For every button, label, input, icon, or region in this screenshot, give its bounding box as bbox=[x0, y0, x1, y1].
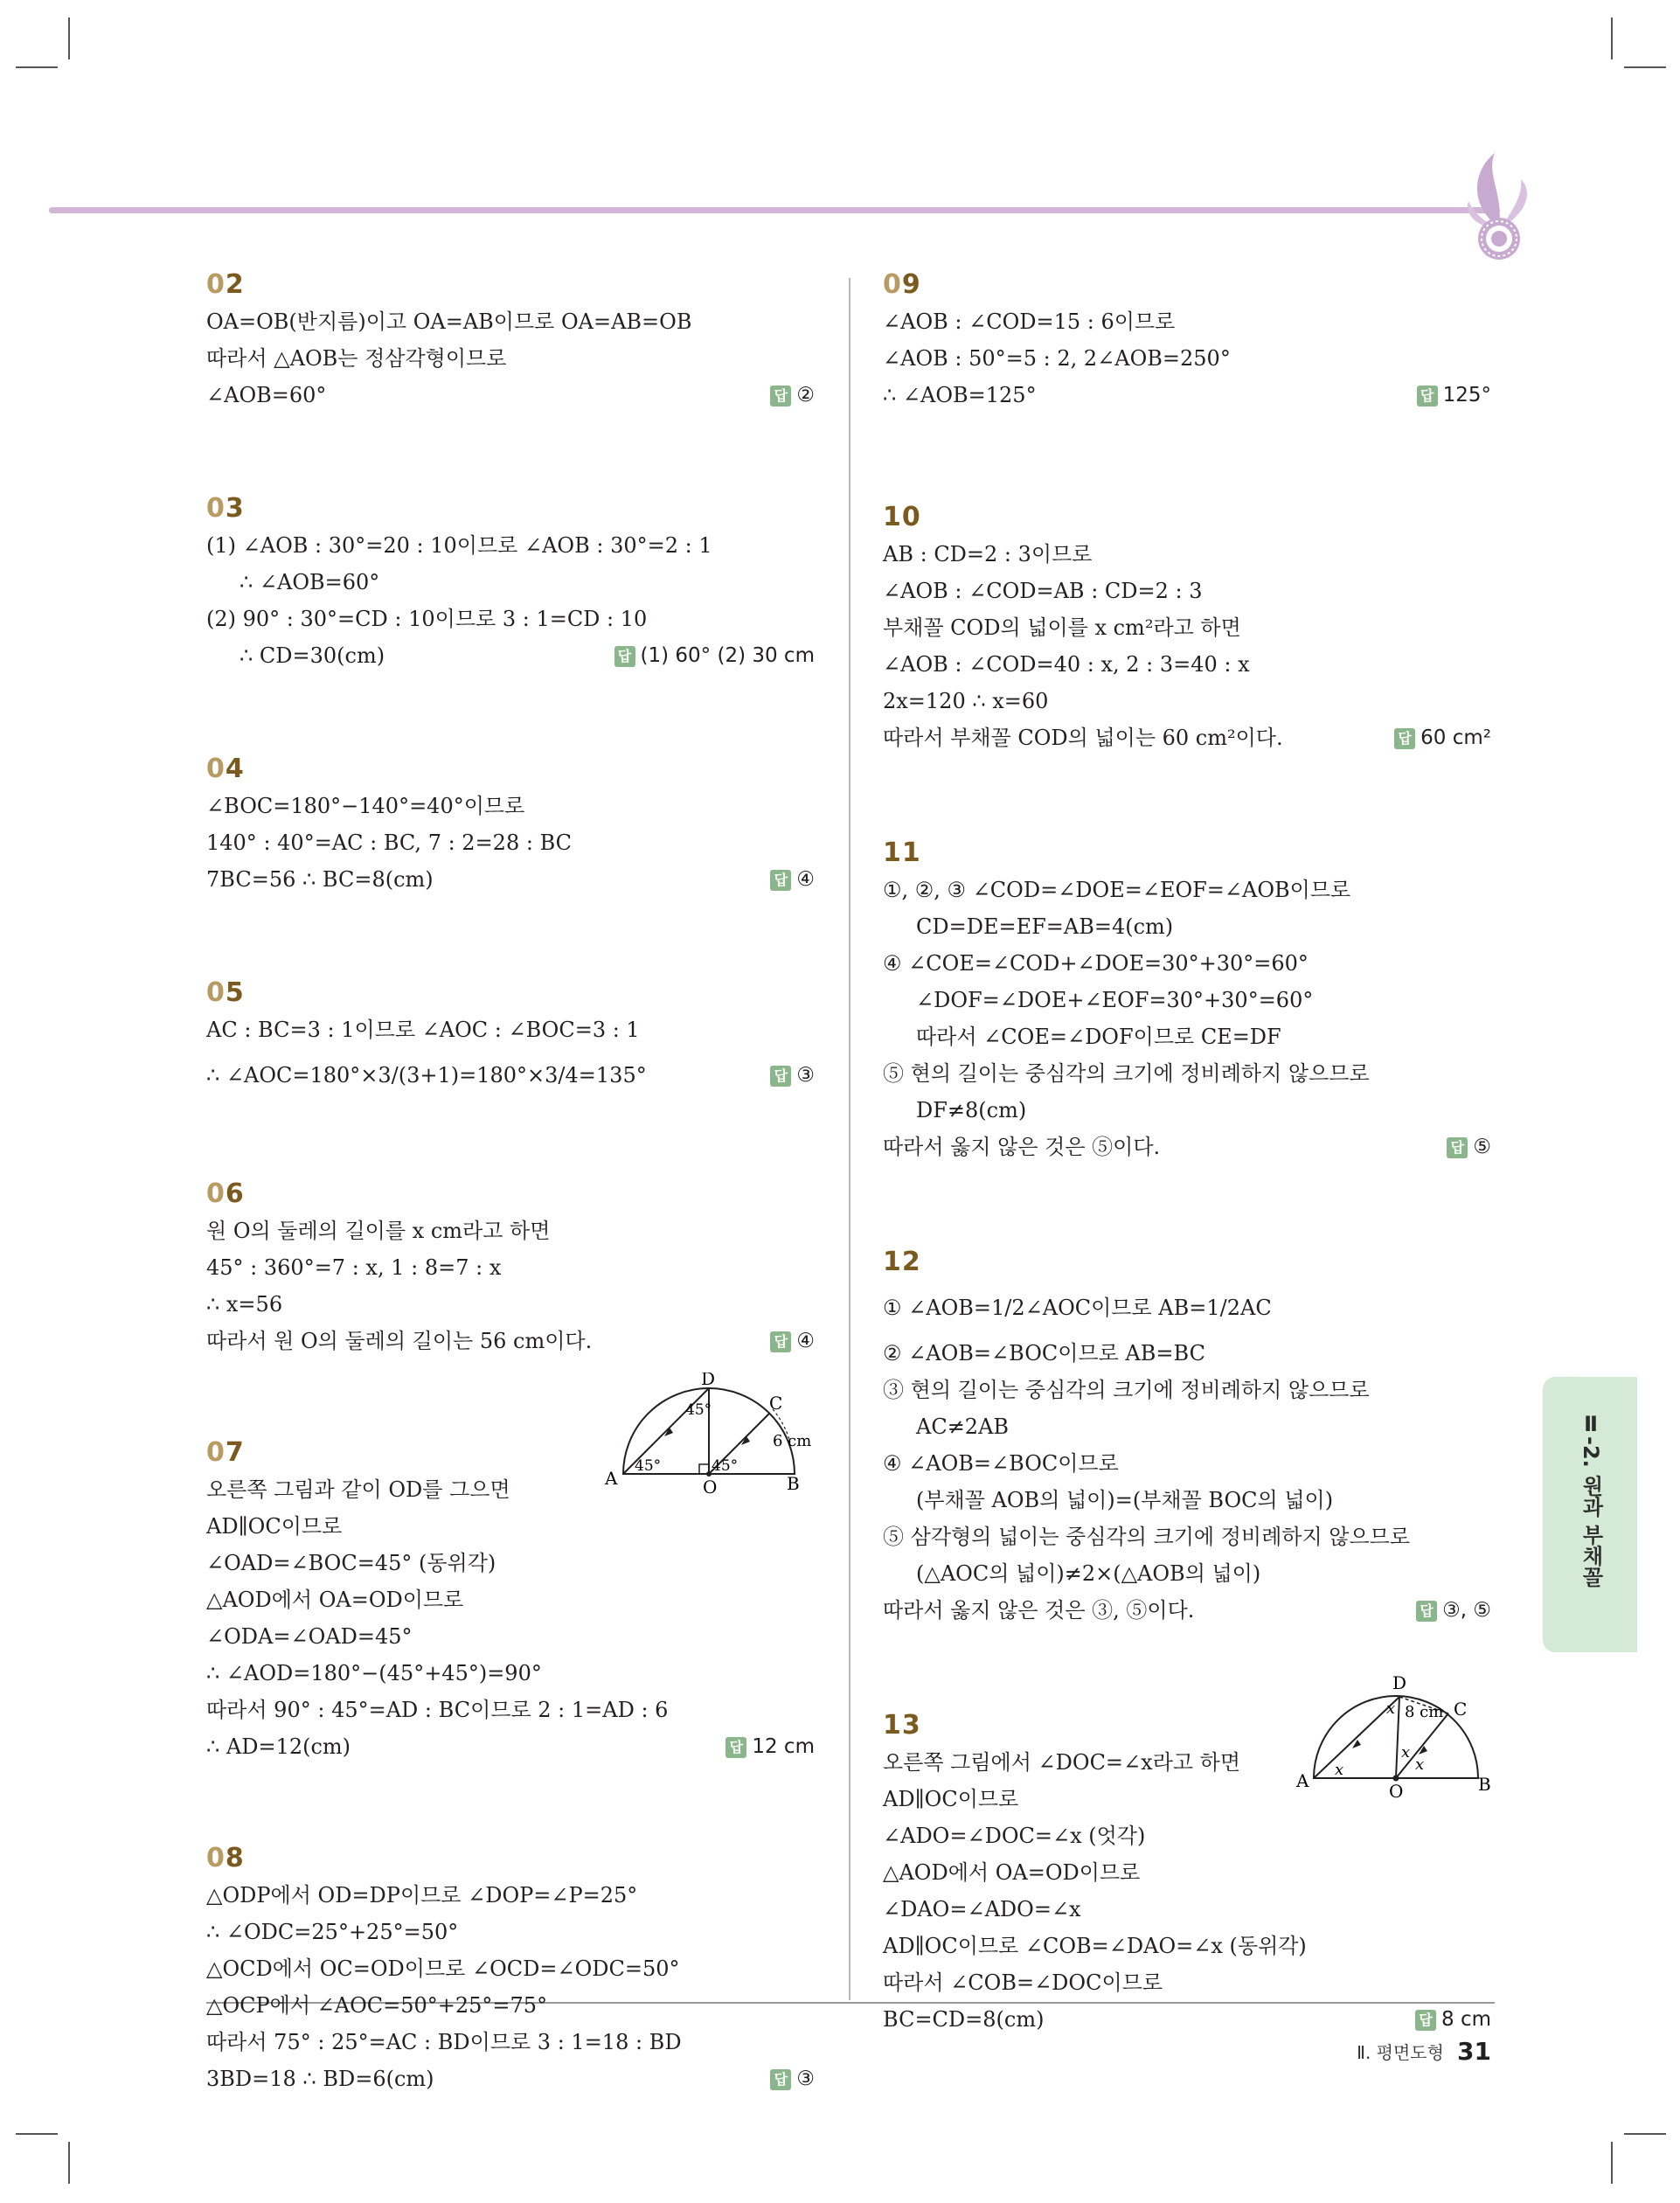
solution-line bbox=[883, 1555, 1495, 1592]
solution-text: △AOD에서 OA=OD이므로 bbox=[883, 1860, 1141, 1885]
answer bbox=[1417, 377, 1491, 413]
solution-text: (1) ∠AOB : 30°=20 : 10이므로 ∠AOB : 30°=2 : 1 bbox=[206, 533, 712, 558]
solution-text: 따라서 ∠COB=∠DOC이므로 bbox=[883, 1970, 1163, 1995]
fig13-angle-a: x bbox=[1335, 1761, 1344, 1779]
answer bbox=[770, 1323, 815, 1359]
answer bbox=[1416, 1592, 1491, 1629]
fig13-label-A: A bbox=[1296, 1770, 1309, 1791]
solution-text: (부채꼴 AOB의 넓이)=(부채꼴 BOC의 넓이) bbox=[916, 1488, 1334, 1512]
left-column bbox=[206, 267, 818, 2097]
answer bbox=[770, 1048, 815, 1102]
chapter-side-tab-label: Ⅱ-2. 원과 부채꼴 bbox=[1579, 1412, 1603, 1588]
crop-mark bbox=[1611, 17, 1613, 59]
fig07-angle-a: 45° bbox=[635, 1457, 662, 1475]
solution-line bbox=[883, 646, 1495, 683]
problem-number: 05 bbox=[206, 977, 245, 1008]
fig07-length: 6 cm bbox=[773, 1432, 812, 1450]
solution-line bbox=[883, 377, 1495, 413]
solution-line bbox=[883, 1408, 1495, 1445]
solution-line bbox=[883, 1372, 1495, 1408]
solution-text: ∠AOB : ∠COD=15 : 6이므로 bbox=[883, 309, 1176, 334]
answer-badge-icon: 답 bbox=[770, 1331, 791, 1352]
problem-03 bbox=[206, 490, 818, 674]
problem-number-zero: 0 bbox=[206, 1437, 226, 1468]
problem-04 bbox=[206, 751, 818, 898]
solution-text: 따라서 △AOB는 정삼각형이므로 bbox=[206, 346, 507, 371]
solution-text: 따라서 원 O의 둘레의 길이는 56 cm이다. bbox=[206, 1329, 593, 1353]
solution-text: 따라서 75° : 25°=AC : BD이므로 3 : 1=18 : BD bbox=[206, 2030, 682, 2054]
solution-text: ∠BOC=180°−140°=40°이므로 bbox=[206, 794, 525, 818]
crop-mark bbox=[68, 2142, 70, 2184]
answer bbox=[614, 637, 816, 674]
solution-line bbox=[883, 2001, 1495, 2038]
crop-mark bbox=[1624, 66, 1666, 68]
solution-text: ∠AOB : 50°=5 : 2, 2∠AOB=250° bbox=[883, 346, 1231, 371]
fig13-label-O: O bbox=[1389, 1781, 1404, 1801]
fig13-label-B: B bbox=[1478, 1774, 1491, 1795]
problem-number-zero: 0 bbox=[883, 269, 902, 300]
solution-text: OA=OB(반지름)이고 OA=AB이므로 OA=AB=OB bbox=[206, 309, 692, 334]
solution-line bbox=[883, 1928, 1495, 1964]
problem-08 bbox=[206, 1840, 818, 2097]
answer-value: ⑤ bbox=[1473, 1136, 1491, 1158]
answer-value: 12 cm bbox=[752, 1735, 815, 1758]
solution-text: ∴ ∠AOC=180°×3/(3+1)=180°×3/4=135° bbox=[206, 1063, 647, 1088]
problem-number: 02 bbox=[206, 269, 245, 300]
crop-mark bbox=[16, 2133, 58, 2135]
solution-text: 45° : 360°=7 : x, 1 : 8=7 : x bbox=[206, 1255, 502, 1280]
answer bbox=[770, 377, 815, 413]
answer bbox=[770, 861, 815, 898]
fig07-label-A: A bbox=[605, 1468, 618, 1489]
solution-line bbox=[206, 1545, 818, 1581]
problem-number: 09 bbox=[883, 269, 921, 300]
solution-line bbox=[206, 1692, 818, 1728]
fig13-angle-ob: x bbox=[1415, 1755, 1425, 1774]
fig07-angle-d: 45° bbox=[685, 1401, 712, 1419]
solution-line bbox=[206, 1618, 818, 1655]
answer-value: ③ bbox=[796, 2067, 815, 2090]
solution-text: ① ∠AOB=1/2∠AOC이므로 AB=1/2AC bbox=[883, 1296, 1272, 1320]
solution-line bbox=[206, 1728, 818, 1765]
solution-line bbox=[883, 719, 1495, 756]
problem-number: 03 bbox=[206, 493, 245, 524]
solution-line bbox=[883, 303, 1495, 340]
problem-09 bbox=[883, 267, 1495, 413]
solution-text: 7BC=56 ∴ BC=8(cm) bbox=[206, 867, 434, 892]
solution-text: (△AOC의 넓이)≠2×(△AOB의 넓이) bbox=[916, 1561, 1261, 1586]
problem-number: 12 bbox=[883, 1247, 921, 1277]
solution-text: ∴ ∠ODC=25°+25°=50° bbox=[206, 1920, 459, 1944]
fig07-label-O: O bbox=[703, 1477, 718, 1495]
solution-line bbox=[206, 303, 818, 340]
solution-text: 3BD=18 ∴ BD=6(cm) bbox=[206, 2067, 434, 2091]
solution-line bbox=[206, 1011, 818, 1048]
problem-number-zero: 0 bbox=[206, 269, 226, 300]
problem-number: 07 bbox=[206, 1437, 245, 1468]
solution-line bbox=[206, 340, 818, 377]
solution-text: ④ ∠COE=∠COD+∠DOE=30°+30°=60° bbox=[883, 951, 1309, 976]
solution-text: AD∥OC이므로 bbox=[883, 1787, 1019, 1811]
problem-number: 10 bbox=[883, 502, 921, 532]
problem-number-zero: 0 bbox=[206, 493, 226, 524]
solution-line bbox=[206, 1987, 818, 2024]
problem-number-zero: 0 bbox=[206, 1843, 226, 1873]
solution-line bbox=[883, 1335, 1495, 1372]
solution-text: ∠AOB=60° bbox=[206, 383, 327, 407]
page-number: 31 bbox=[1457, 2037, 1491, 2066]
fig13-angle-d: x bbox=[1386, 1699, 1396, 1718]
solution-text: 오른쪽 그림과 같이 OD를 그으면 bbox=[206, 1477, 510, 1502]
solution-text: DF≠8(cm) bbox=[916, 1098, 1027, 1122]
answer-value: 125° bbox=[1442, 384, 1491, 407]
solution-text: 따라서 ∠COE=∠DOF이므로 CE=DF bbox=[916, 1025, 1281, 1049]
answer-value: ④ bbox=[796, 1330, 815, 1352]
solution-line bbox=[206, 377, 818, 413]
problem-11 bbox=[883, 835, 1495, 1165]
answer-badge-icon: 답 bbox=[1394, 728, 1415, 749]
solution-text: △AOD에서 OA=OD이므로 bbox=[206, 1588, 464, 1612]
problem-number-zero: 0 bbox=[206, 977, 226, 1008]
chapter-side-tab bbox=[1543, 1377, 1637, 1652]
solution-line bbox=[883, 982, 1495, 1018]
solution-text: ∴ AD=12(cm) bbox=[206, 1734, 351, 1759]
solution-text: ∠ODA=∠OAD=45° bbox=[206, 1624, 413, 1649]
answer-value: 8 cm bbox=[1441, 2008, 1491, 2031]
solution-text: ∠AOB : ∠COD=40 : x, 2 : 3=40 : x bbox=[883, 652, 1250, 677]
solution-line bbox=[883, 1891, 1495, 1928]
fig13-length: 8 cm bbox=[1405, 1703, 1444, 1721]
fig13-label-D: D bbox=[1392, 1672, 1407, 1693]
problem-number: 06 bbox=[206, 1178, 245, 1209]
answer-badge-icon: 답 bbox=[1415, 2010, 1436, 2031]
solution-line bbox=[883, 908, 1495, 945]
answer bbox=[1394, 719, 1491, 756]
fig13-label-C: C bbox=[1454, 1699, 1468, 1720]
flower-ornament-icon bbox=[1451, 144, 1547, 267]
answer-value: ② bbox=[796, 384, 815, 407]
solution-text: AC≠2AB bbox=[916, 1414, 1010, 1439]
solution-text: △ODP에서 OD=DP이므로 ∠DOP=∠P=25° bbox=[206, 1883, 638, 1908]
solution-line bbox=[206, 1213, 818, 1249]
solution-line bbox=[206, 1323, 818, 1359]
solution-line bbox=[206, 564, 818, 601]
solution-line bbox=[883, 573, 1495, 609]
answer-value: (1) 60° (2) 30 cm bbox=[640, 644, 815, 667]
solution-text: ∴ ∠AOB=60° bbox=[240, 570, 380, 594]
solution-text: ∠DAO=∠ADO=∠x bbox=[883, 1897, 1081, 1922]
answer-badge-icon: 답 bbox=[1417, 386, 1438, 407]
problem-number-zero: 0 bbox=[206, 754, 226, 784]
column-divider bbox=[849, 278, 850, 2000]
solution-line bbox=[206, 1877, 818, 1914]
figure-07-semicircle bbox=[601, 1373, 816, 1498]
problem-06 bbox=[206, 1176, 818, 1359]
solution-line bbox=[206, 1914, 818, 1950]
fig07-label-B: B bbox=[787, 1473, 800, 1494]
solution-line bbox=[883, 536, 1495, 573]
answer-badge-icon: 답 bbox=[770, 386, 791, 407]
fig13-angle-oc: x bbox=[1401, 1743, 1411, 1762]
solution-text: AD∥OC이므로 bbox=[206, 1514, 343, 1539]
footer-section: Ⅱ. 평면도형 bbox=[1357, 2042, 1444, 2063]
solution-text: 2x=120 ∴ x=60 bbox=[883, 689, 1049, 713]
solution-text: 따라서 90° : 45°=AD : BC이므로 2 : 1=AD : 6 bbox=[206, 1698, 669, 1722]
solution-text: BC=CD=8(cm) bbox=[883, 2007, 1045, 2032]
solution-line bbox=[883, 1055, 1495, 1092]
answer-value: ④ bbox=[796, 868, 815, 891]
solution-line bbox=[883, 1281, 1495, 1335]
solution-text: ∴ ∠AOB=125° bbox=[883, 383, 1037, 407]
solution-text: ⑤ 삼각형의 넓이는 중심각의 크기에 정비례하지 않으므로 bbox=[883, 1525, 1411, 1549]
answer-badge-icon: 답 bbox=[1416, 1601, 1437, 1622]
solution-line bbox=[206, 861, 818, 898]
solution-line bbox=[883, 945, 1495, 982]
solution-text: ② ∠AOB=∠BOC이므로 AB=BC bbox=[883, 1341, 1205, 1366]
solution-text: △OCD에서 OC=OD이므로 ∠OCD=∠ODC=50° bbox=[206, 1956, 680, 1981]
solution-line bbox=[883, 872, 1495, 908]
solution-line bbox=[206, 601, 818, 637]
answer-badge-icon: 답 bbox=[725, 1737, 746, 1758]
answer-badge-icon: 답 bbox=[770, 1066, 791, 1087]
answer bbox=[725, 1728, 815, 1765]
solution-text: CD=DE=EF=AB=4(cm) bbox=[916, 914, 1174, 939]
solution-text: 140° : 40°=AC : BC, 7 : 2=28 : BC bbox=[206, 830, 573, 855]
solution-line bbox=[206, 2061, 818, 2097]
solution-line bbox=[206, 1655, 818, 1692]
solution-text: AB : CD=2 : 3이므로 bbox=[883, 542, 1093, 566]
solution-text: ∠DOF=∠DOE+∠EOF=30°+30°=60° bbox=[916, 988, 1314, 1012]
solution-line bbox=[206, 527, 818, 564]
solution-text: ∠ADO=∠DOC=∠x (엇각) bbox=[883, 1824, 1146, 1848]
solution-line bbox=[883, 1817, 1495, 1854]
solution-text: ∠AOB : ∠COD=AB : CD=2 : 3 bbox=[883, 579, 1203, 603]
answer-value: ③, ⑤ bbox=[1442, 1599, 1491, 1622]
fig07-label-C: C bbox=[769, 1393, 783, 1414]
solution-text: △OCP에서 ∠AOC=50°+25°=75° bbox=[206, 1993, 548, 2018]
problem-number-zero: 0 bbox=[206, 1178, 226, 1209]
solution-line bbox=[883, 609, 1495, 646]
solution-text: 부채꼴 COD의 넓이를 x cm²라고 하면 bbox=[883, 615, 1241, 640]
solution-text: 따라서 부채꼴 COD의 넓이는 60 cm²이다. bbox=[883, 726, 1283, 750]
crop-mark bbox=[1624, 2133, 1666, 2135]
solution-line bbox=[883, 1518, 1495, 1555]
figure-13-semicircle bbox=[1289, 1670, 1499, 1804]
solution-text: ④ ∠AOB=∠BOC이므로 bbox=[883, 1451, 1119, 1476]
solution-line bbox=[206, 1508, 818, 1545]
solution-line bbox=[206, 1249, 818, 1286]
crop-mark bbox=[16, 66, 58, 68]
solution-text: 오른쪽 그림에서 ∠DOC=∠x라고 하면 bbox=[883, 1750, 1241, 1775]
solution-text: 원 O의 둘레의 길이를 x cm라고 하면 bbox=[206, 1219, 551, 1243]
solution-line bbox=[883, 1482, 1495, 1518]
solution-text: AD∥OC이므로 ∠COB=∠DAO=∠x (동위각) bbox=[883, 1934, 1307, 1958]
solution-line bbox=[883, 1129, 1495, 1165]
solution-line bbox=[206, 788, 818, 824]
solution-line bbox=[206, 2024, 818, 2061]
problem-number: 04 bbox=[206, 754, 245, 784]
header-band bbox=[49, 207, 1500, 213]
answer-value: 60 cm² bbox=[1420, 726, 1491, 749]
answer bbox=[770, 2061, 815, 2097]
solution-line bbox=[206, 1581, 818, 1618]
solution-text: ⑤ 현의 길이는 중심각의 크기에 정비례하지 않으므로 bbox=[883, 1061, 1370, 1086]
answer-value: ③ bbox=[796, 1064, 815, 1087]
solution-line bbox=[883, 1592, 1495, 1629]
solution-line bbox=[883, 683, 1495, 719]
solution-line bbox=[206, 1286, 818, 1323]
solution-text: 따라서 옳지 않은 것은 ③, ⑤이다. bbox=[883, 1598, 1195, 1623]
problem-number: 08 bbox=[206, 1843, 245, 1873]
solution-line bbox=[883, 1445, 1495, 1482]
solution-text: ∴ ∠AOD=180°−(45°+45°)=90° bbox=[206, 1661, 542, 1685]
page-footer bbox=[1357, 2037, 1491, 2066]
solution-line bbox=[883, 1854, 1495, 1891]
solution-text: ∴ CD=30(cm) bbox=[240, 643, 385, 668]
answer bbox=[1447, 1129, 1491, 1165]
problem-number: 13 bbox=[883, 1710, 921, 1741]
fig07-label-D: D bbox=[701, 1373, 716, 1389]
solution-line bbox=[883, 1018, 1495, 1055]
answer-badge-icon: 답 bbox=[1447, 1137, 1468, 1158]
answer-badge-icon: 답 bbox=[770, 2069, 791, 2090]
solution-line bbox=[883, 1964, 1495, 2001]
solution-line bbox=[883, 1092, 1495, 1129]
solution-text: ∴ x=56 bbox=[206, 1292, 283, 1317]
problem-12 bbox=[883, 1244, 1495, 1629]
answer-badge-icon: 답 bbox=[614, 646, 635, 667]
problem-number: 11 bbox=[883, 837, 921, 868]
solution-text: AC : BC=3 : 1이므로 ∠AOC : ∠BOC=3 : 1 bbox=[206, 1018, 640, 1042]
solution-text: (2) 90° : 30°=CD : 10이므로 3 : 1=CD : 10 bbox=[206, 607, 648, 631]
solution-line bbox=[206, 824, 818, 861]
solution-line bbox=[206, 1950, 818, 1987]
problem-10 bbox=[883, 499, 1495, 756]
fig07-angle-o: 45° bbox=[712, 1457, 739, 1475]
crop-mark bbox=[1611, 2142, 1613, 2184]
problem-02 bbox=[206, 267, 818, 413]
answer-badge-icon: 답 bbox=[770, 870, 791, 891]
solution-line bbox=[206, 637, 818, 674]
solution-text: ③ 현의 길이는 중심각의 크기에 정비례하지 않으므로 bbox=[883, 1378, 1370, 1402]
crop-mark bbox=[68, 17, 70, 59]
solution-line bbox=[883, 340, 1495, 377]
solution-text: 따라서 옳지 않은 것은 ⑤이다. bbox=[883, 1135, 1161, 1159]
solution-text: ∠OAD=∠BOC=45° (동위각) bbox=[206, 1551, 496, 1575]
solution-text: ①, ②, ③ ∠COD=∠DOE=∠EOF=∠AOB이므로 bbox=[883, 878, 1351, 902]
solution-line bbox=[206, 1048, 818, 1102]
problem-05 bbox=[206, 975, 818, 1102]
answer bbox=[1415, 2001, 1491, 2038]
